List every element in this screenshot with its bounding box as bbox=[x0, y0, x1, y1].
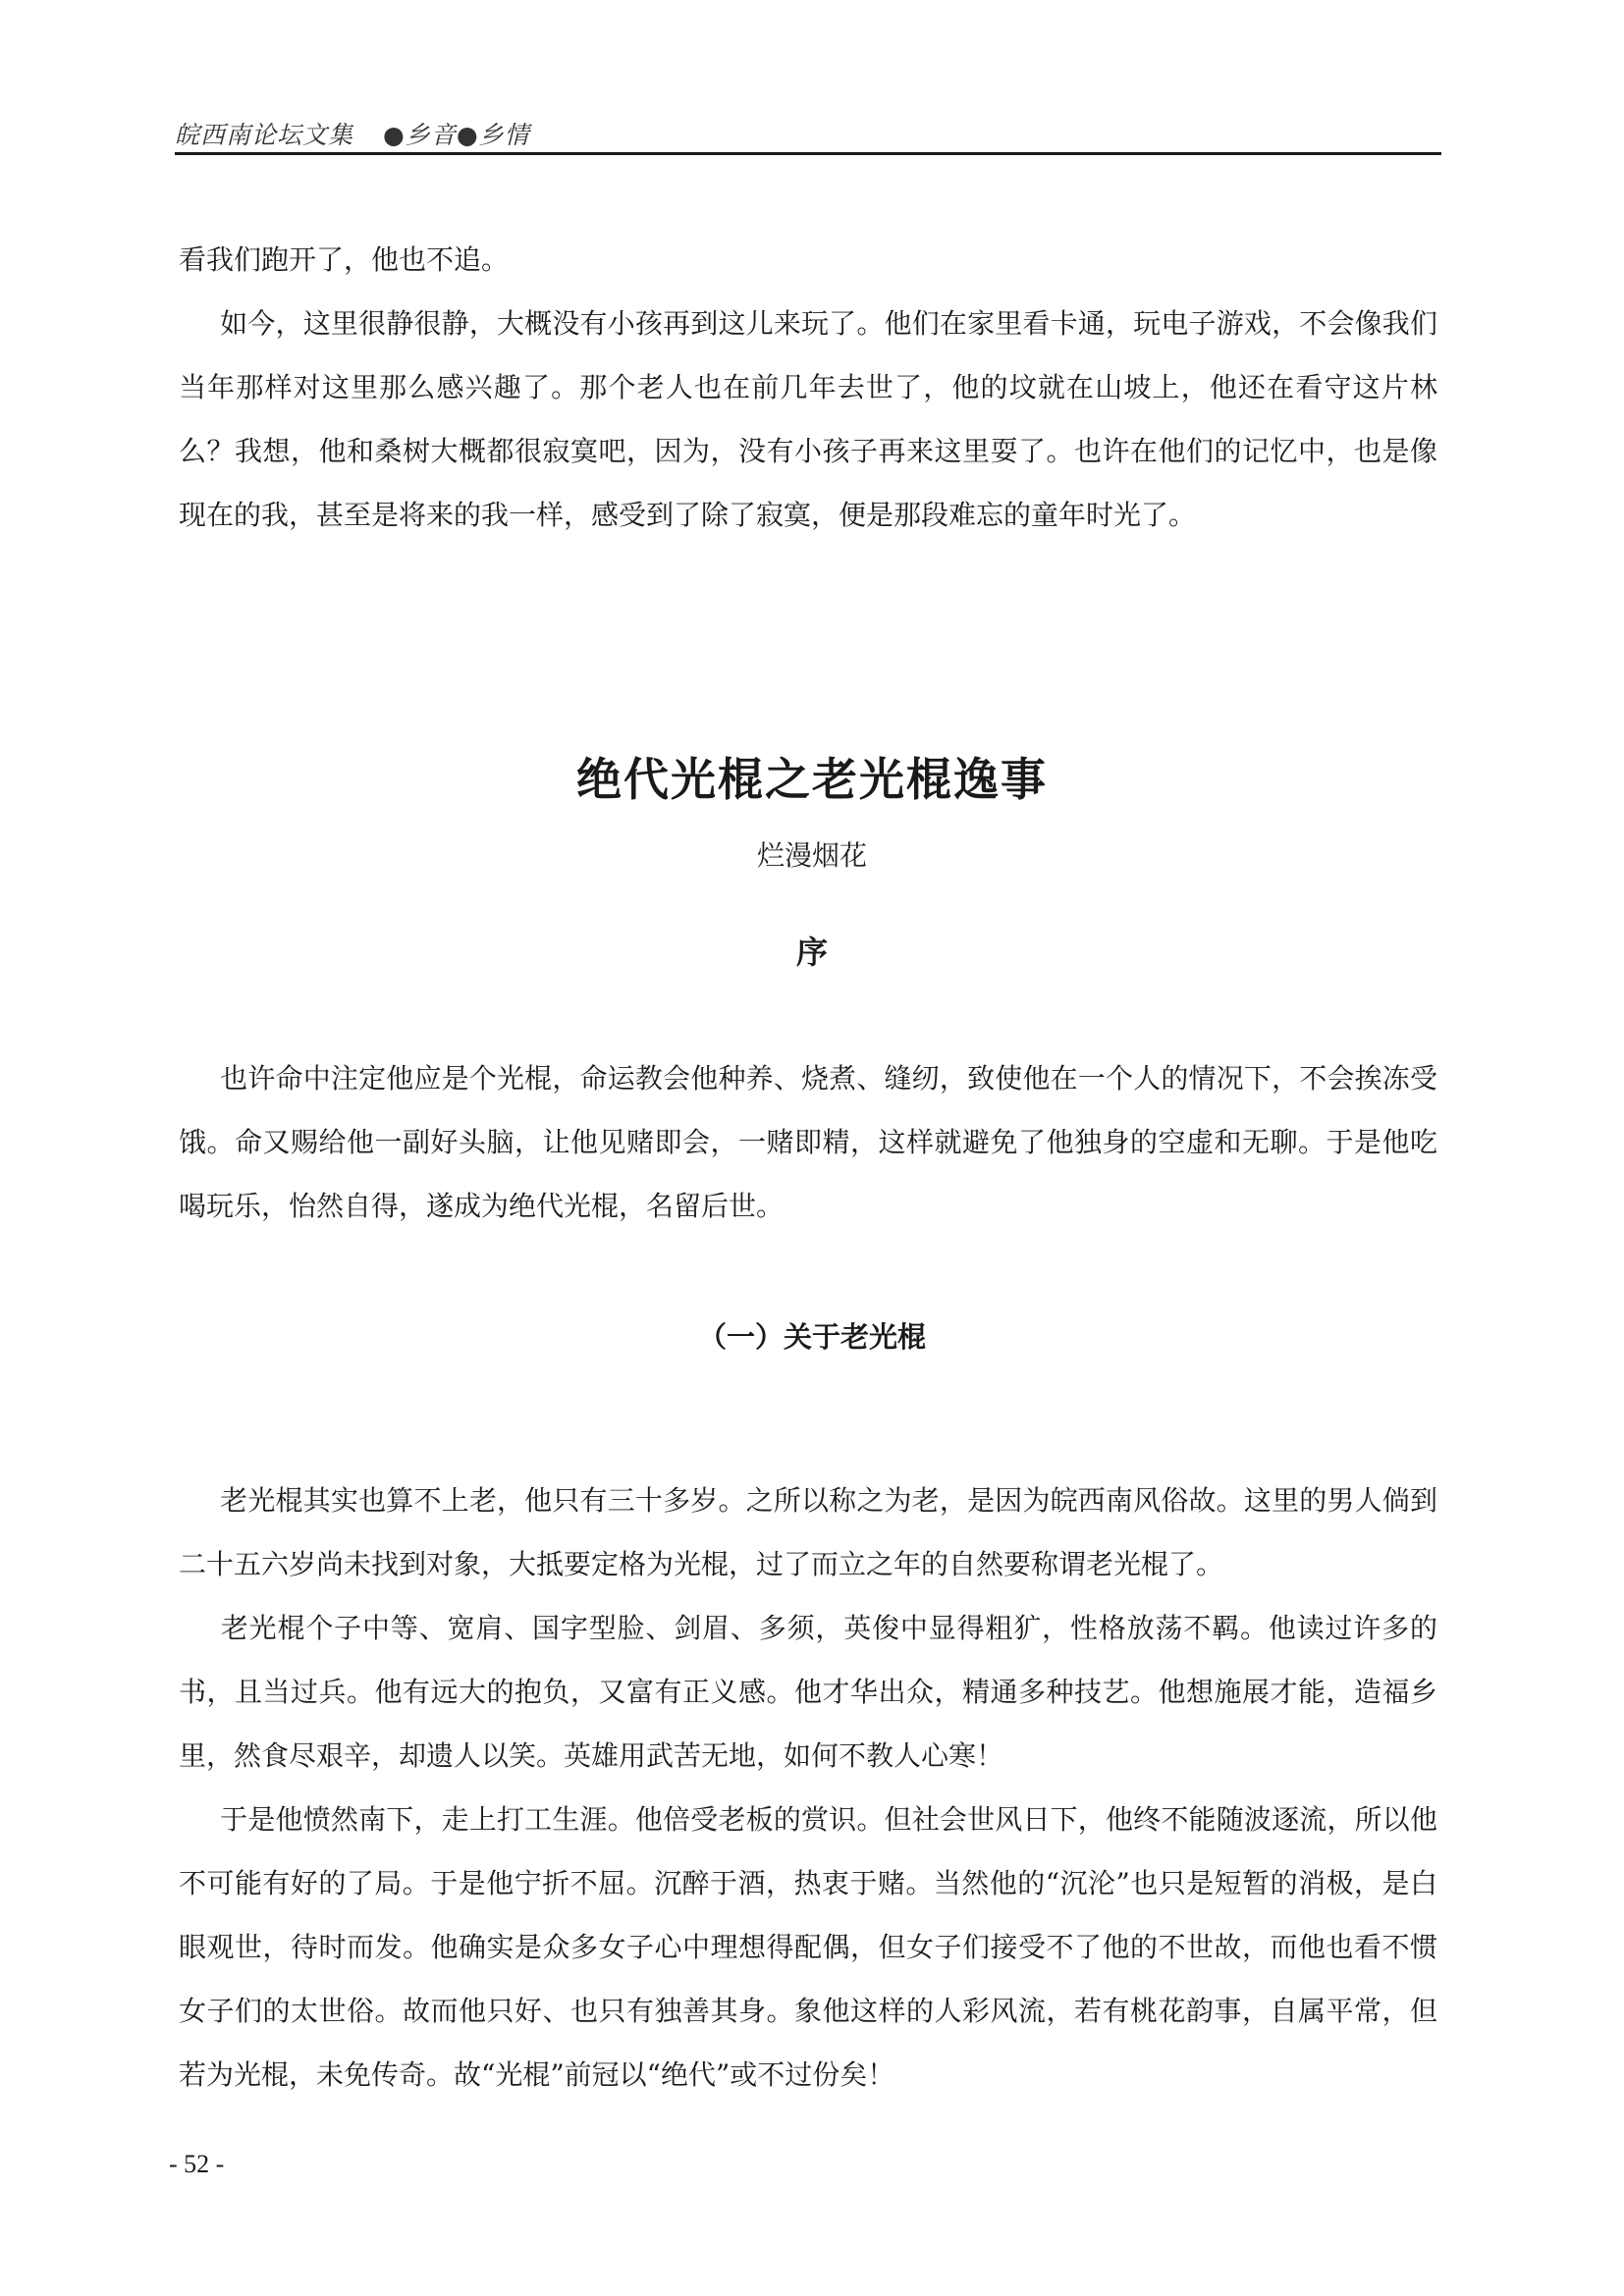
article-title: 绝代光棍之老光棍逸事 bbox=[576, 753, 1048, 806]
section-paragraph-3-text: 于是他愤然南下，走上打工生涯。他倍受老板的赏识。但社会世风日下，他终不能随波逐流，所以他不可能有好的了局。于是他宁折不屈。沉醉于酒，热衷于赌。当然他的“沉沦”也只是短暂的消极，是白眼观世，待时而发。他确实是众多女子心中理想得配偶，但女子们接受不了他的不世故，而他也看不惯女子们的太世俗。故而他只好、也只有独善其身。象他这样的人彩风流，若有桃花韵事，自属平常，但若为光棍，未免传奇。故“光棍”前冠以“绝代”或不过份矣！ bbox=[179, 1803, 1437, 2091]
section-paragraph-3 bbox=[179, 1788, 1437, 2107]
section-paragraph-1 bbox=[179, 1468, 1437, 1596]
article-author: 烂漫烟花 bbox=[756, 839, 867, 872]
section-paragraph-1-text: 老光棍其实也算不上老，他只有三十多岁。之所以称之为老，是因为皖西南风俗故。这里的男人倘到二十五六岁尚未找到对象，大抵要定格为光棍，过了而立之年的自然要称谓老光棍了。 bbox=[179, 1484, 1437, 1580]
intro-paragraph-text: 如今，这里很静很静，大概没有小孩再到这儿来玩了。他们在家里看卡通，玩电子游戏，不会像我们当年那样对这里那么感兴趣了。那个老人也在前几年去世了，他的坟就在山坡上，他还在看守这片林么？我想，他和桑树大概都很寂寞吧，因为，没有小孩子再来这里耍了。也许在他们的记忆中，也是像现在的我，甚至是将来的我一样，感受到了除了寂寞，便是那段难忘的童年时光了。 bbox=[179, 307, 1437, 531]
intro-paragraph-continued: 看我们跑开了，他也不追。 bbox=[179, 243, 510, 276]
section-paragraph-2-text: 老光棍个子中等、宽肩、国字型脸、剑眉、多须，英俊中显得粗犷，性格放荡不羁。他读过许多的书，且当过兵。他有远大的抱负，又富有正义感。他才华出众，精通多种技艺。他想施展才能，造福乡里，然食尽艰辛，却遗人以笑。英雄用武苦无地，如何不教人心寒！ bbox=[179, 1612, 1437, 1772]
header-text bbox=[175, 116, 530, 151]
header-collection-title: 皖西南论坛文集 bbox=[175, 121, 354, 149]
page-number: - 52 - bbox=[169, 2150, 225, 2178]
intro-paragraph bbox=[179, 292, 1437, 547]
section-paragraph-2 bbox=[179, 1596, 1437, 1788]
section-heading: （一）关于老光棍 bbox=[697, 1320, 926, 1354]
prelude-heading: 序 bbox=[795, 934, 828, 971]
prelude-paragraph-text: 也许命中注定他应是个光棍，命运教会他种养、烧煮、缝纫，致使他在一个人的情况下，不会挨冻受饿。命又赐给他一副好头脑，让他见赌即会，一赌即精，这样就避免了他独身的空虚和无聊。于是他吃喝玩乐，怡然自得，遂成为绝代光棍，名留后世。 bbox=[179, 1062, 1437, 1222]
running-header bbox=[175, 110, 1441, 155]
prelude-paragraph bbox=[179, 1046, 1437, 1238]
header-section-title: ●乡音●乡情 bbox=[383, 121, 530, 149]
